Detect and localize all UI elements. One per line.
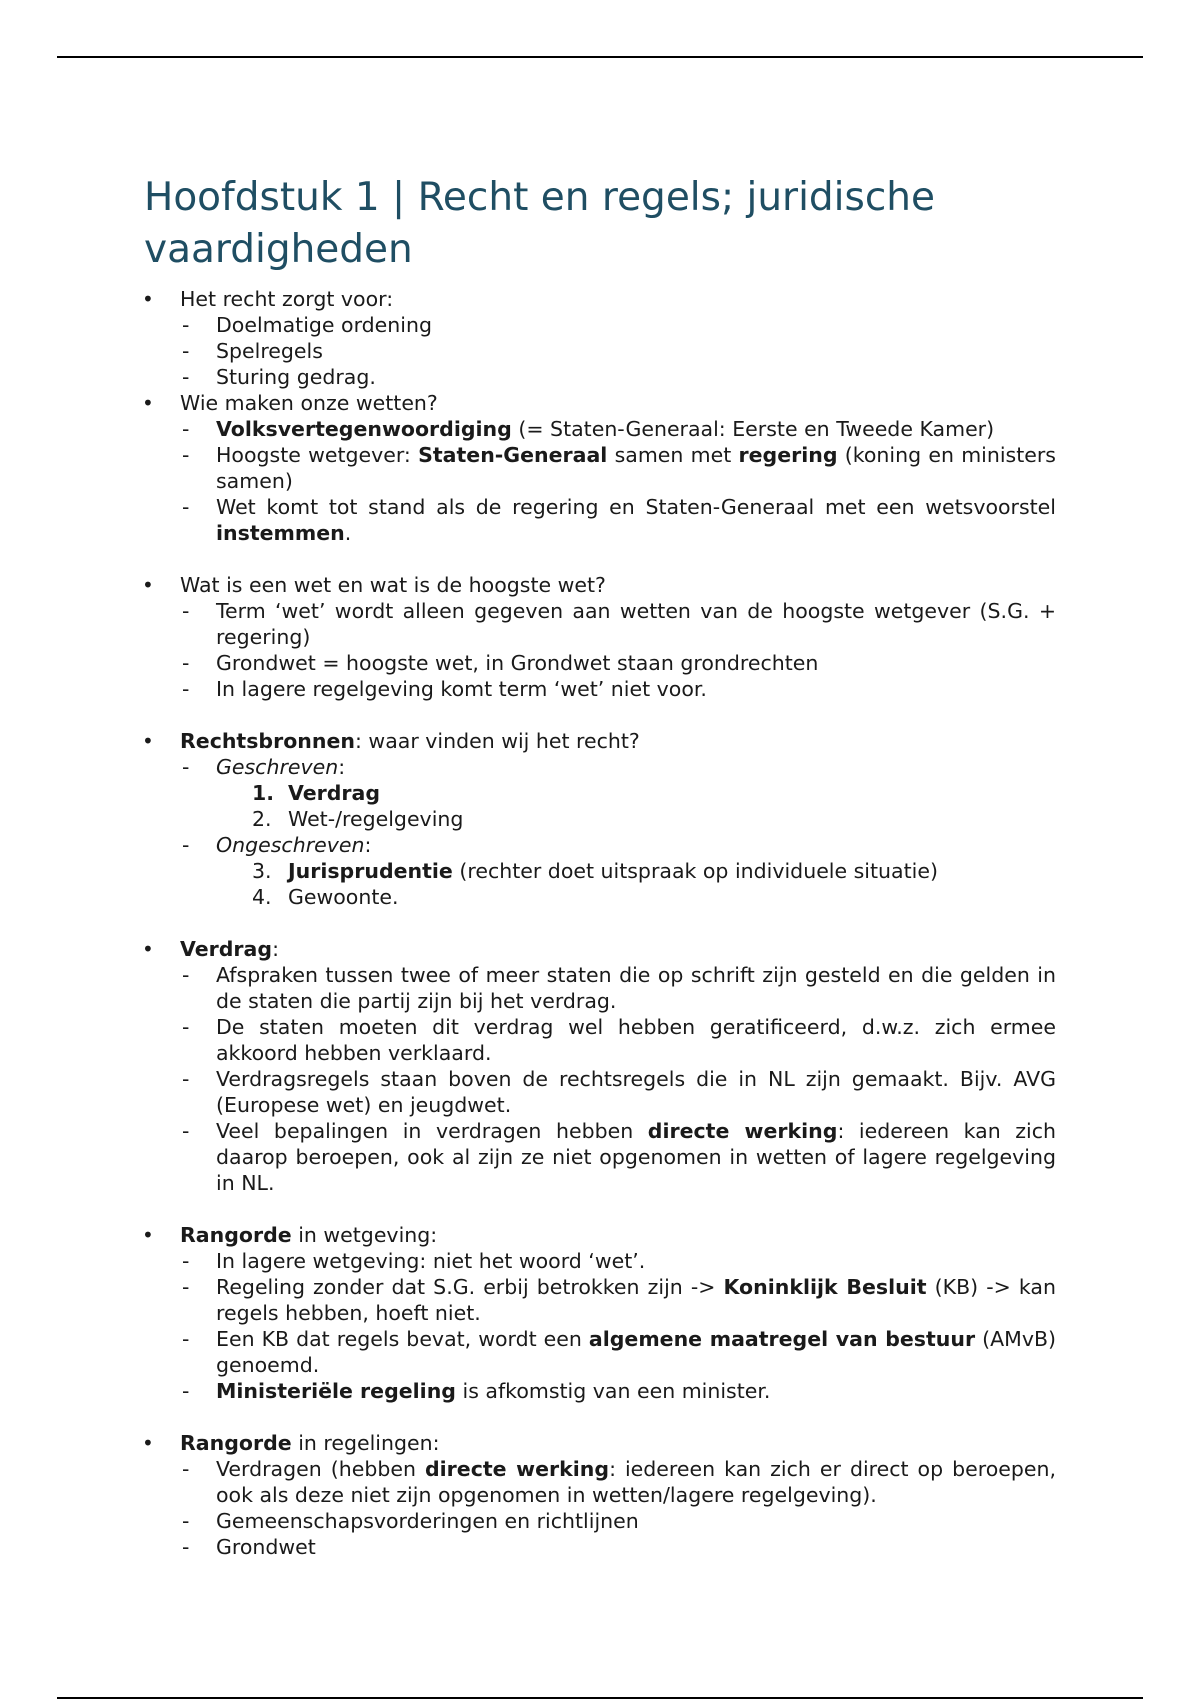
sub-item: - Volksvertegenwoordiging (= Staten-Generaal: Eerste en Tweede Kamer) — [180, 416, 1056, 442]
sub-item: - Grondwet = hoogste wet, in Grondwet staan grondrechten — [180, 650, 1056, 676]
bold-term: directe werking — [424, 1457, 610, 1481]
sub-item: - Term ‘wet’ wordt alleen gegeven aan wetten van de hoogste wetgever (S.G. + regering) — [180, 598, 1056, 650]
top-rule — [57, 56, 1143, 58]
sub-item: - Veel bepalingen in verdragen hebben directe werking: iedereen kan zich daarop beroepen, ook al zijn ze niet opgenomen in wetten of lagere regelgeving in NL. — [180, 1118, 1056, 1196]
sub-item: - Verdragsregels staan boven de rechtsregels die in NL zijn gemaakt. Bijv. AVG (Europese wet) en jeugdwet. — [180, 1066, 1056, 1118]
numbered-list — [216, 780, 1056, 832]
numbered-list — [216, 858, 1056, 910]
sub-item: - Regeling zonder dat S.G. erbij betrokken zijn -> Koninklijk Besluit (KB) -> kan regels hebben, hoeft niet. — [180, 1274, 1056, 1326]
sub-item: - Spelregels — [180, 338, 1056, 364]
bullet-rangorde-regelingen: • Rangorde in regelingen: - Verdragen (hebben directe werking: iedereen kan zich er direct op beroepen, ook als deze niet zijn opgenomen in wetten/lagere regelgeving). - Gemeenschapsvorderingen en richtlijnen - Grondwet — [144, 1430, 1056, 1560]
bold-term: Rangorde — [180, 1223, 292, 1247]
bold-term: instemmen — [216, 521, 345, 545]
bold-term: Rechtsbronnen — [180, 729, 355, 753]
sub-item: - Doelmatige ordening — [180, 312, 1056, 338]
bullet-heading: Wat is een wet en wat is de hoogste wet? — [180, 573, 606, 597]
bullet-heading: Wie maken onze wetten? — [180, 391, 438, 415]
sub-item: - In lagere wetgeving: niet het woord ‘wet’. — [180, 1248, 1056, 1274]
sub-item: - Gemeenschapsvorderingen en richtlijnen — [180, 1508, 1056, 1534]
sub-item: - Hoogste wetgever: Staten-Generaal samen met regering (koning en ministers samen) — [180, 442, 1056, 494]
bullet-verdrag: • Verdrag: - Afspraken tussen twee of meer staten die op schrift zijn gesteld en die gelden in de staten die partij zijn bij het verdrag. - De staten moeten dit verdrag wel hebben geratificeerd, d.w.z. zich ermee akkoord hebben verklaard. - Verdragsregels staan boven de rechtsregels die in NL zijn gemaakt. Bijv. AVG (Europese wet) en jeugdwet. - Veel bepalingen in verdragen hebben directe werking: iedereen kan zich daarop beroepen, ook al zijn ze niet opgenomen in wetten of lagere regelgeving in NL. — [144, 936, 1056, 1196]
sub-list — [180, 1456, 1056, 1560]
bold-term: regering — [738, 443, 838, 467]
document-body — [144, 172, 1056, 1560]
sub-item-geschreven: - Geschreven: 1. Verdrag 2. Wet-/regelgeving — [180, 754, 1056, 832]
bold-term: Rangorde — [180, 1431, 292, 1455]
bold-term: directe werking — [647, 1119, 838, 1143]
bullet-rechtsbronnen: • Rechtsbronnen: waar vinden wij het recht? - Geschreven: 1. Verdrag 2. Wet-/regelgeving - Ongeschreven: 3. Jurisprudentie (rechter doet uitspraak op individuele situatie) 4. Gewoonte. — [144, 728, 1056, 910]
bold-term: Koninklijk Besluit — [723, 1275, 927, 1299]
bold-term: algemene maatregel van bestuur — [588, 1327, 976, 1351]
bold-term: Volksvertegenwoordiging — [216, 417, 512, 441]
sub-item: - Ministeriële regeling is afkomstig van een minister. — [180, 1378, 1056, 1404]
bullet-wie-maken-wetten — [144, 390, 1056, 546]
notes-list — [144, 286, 1056, 1560]
sub-list — [180, 416, 1056, 546]
bold-term: Verdrag — [180, 937, 273, 961]
sub-list — [180, 754, 1056, 910]
bold-term: Staten-Generaal — [418, 443, 608, 467]
sub-list — [180, 312, 1056, 390]
sub-item: - Verdragen (hebben directe werking: iedereen kan zich er direct op beroepen, ook als deze niet zijn opgenomen in wetten/lagere regelgeving). — [180, 1456, 1056, 1508]
sub-item: - Een KB dat regels bevat, wordt een algemene maatregel van bestuur (AMvB) genoemd. — [180, 1326, 1056, 1378]
numbered-item: 3. Jurisprudentie (rechter doet uitspraak op individuele situatie) — [252, 859, 938, 883]
bottom-rule — [57, 1697, 1143, 1699]
bullet-recht-zorgt-voor — [144, 286, 1056, 390]
sub-item: - Afspraken tussen twee of meer staten die op schrift zijn gesteld en die gelden in de staten die partij zijn bij het verdrag. — [180, 962, 1056, 1014]
bullet-rangorde-wetgeving: • Rangorde in wetgeving: - In lagere wetgeving: niet het woord ‘wet’. - Regeling zonder dat S.G. erbij betrokken zijn -> Koninklijk Besluit (KB) -> kan regels hebben, hoeft niet. - Een KB dat regels bevat, wordt een algemene maatregel van bestuur (AMvB) genoemd. - Ministeriële regeling is afkomstig van een minister. — [144, 1222, 1056, 1404]
sub-item: - In lagere regelgeving komt term ‘wet’ niet voor. — [180, 676, 1056, 702]
numbered-item: 2. Wet-/regelgeving — [252, 807, 464, 831]
sub-item: - Grondwet — [180, 1534, 1056, 1560]
chapter-title: Hoofdstuk 1 | Recht en regels; juridische vaardigheden — [144, 175, 935, 272]
numbered-item: 4. Gewoonte. — [252, 885, 399, 909]
bullet-heading: Het recht zorgt voor: — [180, 287, 394, 311]
sub-item-ongeschreven: - Ongeschreven: 3. Jurisprudentie (rechter doet uitspraak op individuele situatie) 4. Gewoonte. — [180, 832, 1056, 910]
sub-list — [180, 598, 1056, 702]
bullet-wat-is-wet — [144, 572, 1056, 702]
bold-term: Ministeriële regeling — [216, 1379, 456, 1403]
sub-item: - Wet komt tot stand als de regering en Staten-Generaal met een wetsvoorstel instemmen. — [180, 494, 1056, 546]
sub-list — [180, 962, 1056, 1196]
sub-list — [180, 1248, 1056, 1404]
sub-item: - De staten moeten dit verdrag wel hebben geratificeerd, d.w.z. zich ermee akkoord hebben verklaard. — [180, 1014, 1056, 1066]
numbered-item: 1. Verdrag — [252, 781, 381, 805]
sub-item: - Sturing gedrag. — [180, 364, 1056, 390]
